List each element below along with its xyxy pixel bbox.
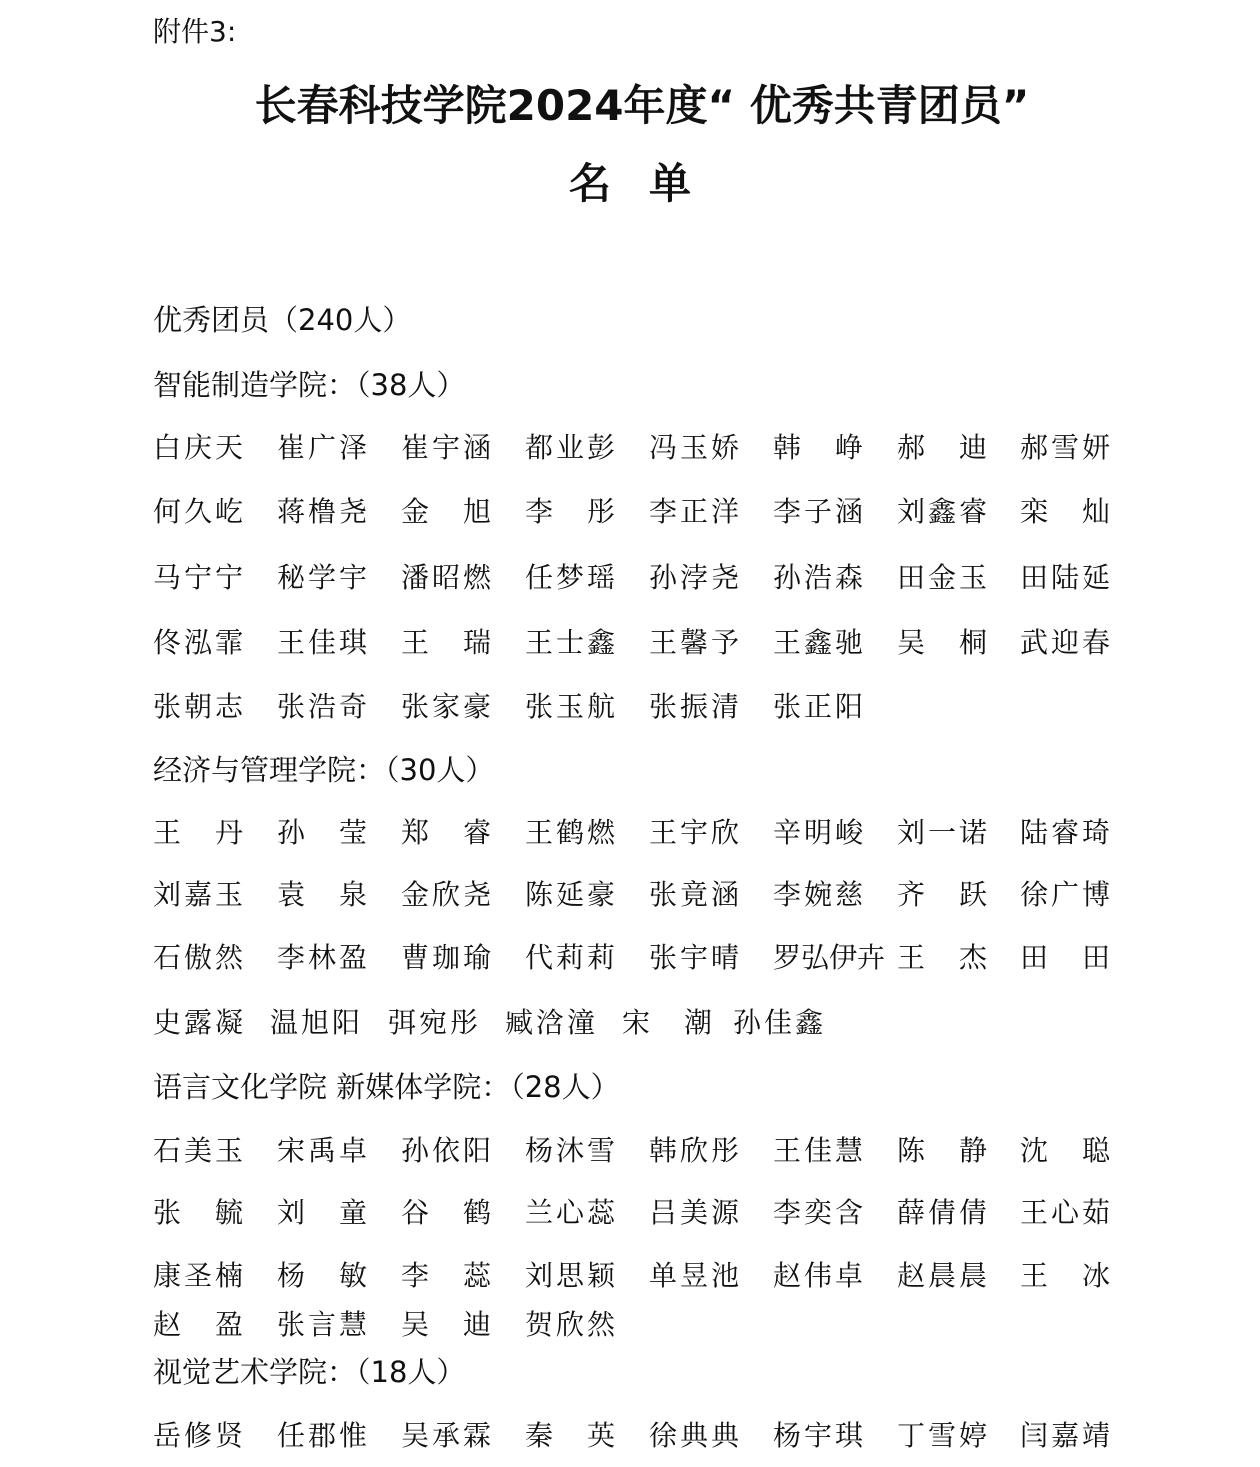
member-name: 薛倩倩 bbox=[897, 1196, 987, 1229]
member-name: 郝雪妍 bbox=[1020, 431, 1110, 464]
member-name: 崔宇涵 bbox=[401, 431, 491, 464]
member-name: 赵晨晨 bbox=[897, 1259, 987, 1292]
member-name: 秘学宇 bbox=[277, 561, 367, 594]
member-name: 宋禹卓 bbox=[277, 1134, 367, 1167]
member-name: 秦 英 bbox=[525, 1419, 615, 1452]
member-name: 王佳琪 bbox=[277, 626, 367, 659]
member-name: 李正洋 bbox=[649, 495, 739, 528]
member-name: 韩欣彤 bbox=[649, 1134, 739, 1167]
member-name: 张竟涵 bbox=[649, 878, 739, 911]
member-name: 郝 迪 bbox=[897, 431, 987, 464]
member-name: 石美玉 bbox=[153, 1134, 243, 1167]
member-name: 臧浛潼 bbox=[505, 1006, 595, 1039]
member-name: 金欣尧 bbox=[401, 878, 491, 911]
document-subtitle: 名单 bbox=[568, 159, 729, 208]
section-heading: 语言文化学院 新媒体学院：（28人） bbox=[153, 1070, 620, 1104]
member-name: 曹珈瑜 bbox=[401, 941, 491, 974]
member-name: 孙依阳 bbox=[401, 1134, 491, 1167]
member-name: 代莉莉 bbox=[525, 941, 615, 974]
member-name: 刘鑫睿 bbox=[897, 495, 987, 528]
member-name: 张 毓 bbox=[153, 1196, 243, 1229]
document-title: 长春科技学院2024年度“ 优秀共青团员” bbox=[254, 81, 1030, 130]
member-name: 杨沐雪 bbox=[525, 1134, 615, 1167]
member-name: 王鑫驰 bbox=[773, 626, 863, 659]
member-name: 武迎春 bbox=[1020, 626, 1110, 659]
member-name: 冯玉娇 bbox=[649, 431, 739, 464]
member-name: 李 彤 bbox=[525, 495, 615, 528]
member-name: 孙 莹 bbox=[277, 816, 367, 849]
member-name: 蒋橹尧 bbox=[277, 495, 367, 528]
member-name: 宋 潮 bbox=[622, 1006, 712, 1039]
member-name: 弭宛彤 bbox=[388, 1006, 478, 1039]
member-name: 张振清 bbox=[649, 690, 739, 723]
member-name: 王 冰 bbox=[1020, 1259, 1110, 1292]
member-name: 温旭阳 bbox=[270, 1006, 360, 1039]
member-name: 陈 静 bbox=[897, 1134, 987, 1167]
member-name: 孙浡尧 bbox=[649, 561, 739, 594]
member-name: 何久屹 bbox=[153, 495, 243, 528]
member-name: 任郡惟 bbox=[277, 1419, 367, 1452]
attachment-label: 附件3: bbox=[153, 15, 237, 48]
member-name: 齐 跃 bbox=[897, 878, 987, 911]
member-name: 任梦瑶 bbox=[525, 561, 615, 594]
member-name: 徐典典 bbox=[649, 1419, 739, 1452]
member-name: 史露凝 bbox=[153, 1006, 243, 1039]
member-name: 李 蕊 bbox=[401, 1259, 491, 1292]
section-heading: 视觉艺术学院：（18人） bbox=[153, 1355, 466, 1389]
member-name: 徐广博 bbox=[1020, 878, 1110, 911]
member-name: 金 旭 bbox=[401, 495, 491, 528]
member-name: 吴 桐 bbox=[897, 626, 987, 659]
member-name: 李林盈 bbox=[277, 941, 367, 974]
member-name: 李子涵 bbox=[773, 495, 863, 528]
member-name: 郑 睿 bbox=[401, 816, 491, 849]
member-name: 张家豪 bbox=[401, 690, 491, 723]
member-name: 田金玉 bbox=[897, 561, 987, 594]
member-name: 陈延豪 bbox=[525, 878, 615, 911]
member-name: 贺欣然 bbox=[525, 1308, 615, 1341]
member-name: 陆睿琦 bbox=[1020, 816, 1110, 849]
member-name: 王心茹 bbox=[1020, 1196, 1110, 1229]
member-name: 刘嘉玉 bbox=[153, 878, 243, 911]
member-name: 王佳慧 bbox=[773, 1134, 863, 1167]
member-name: 王宇欣 bbox=[649, 816, 739, 849]
member-name: 张朝志 bbox=[153, 690, 243, 723]
member-name: 潘昭燃 bbox=[401, 561, 491, 594]
member-name: 杨宇琪 bbox=[773, 1419, 863, 1452]
member-name: 辛明峻 bbox=[773, 816, 863, 849]
member-name: 杨 敏 bbox=[277, 1259, 367, 1292]
member-name: 石傲然 bbox=[153, 941, 243, 974]
member-name: 田陆延 bbox=[1020, 561, 1110, 594]
member-name: 吕美源 bbox=[649, 1196, 739, 1229]
member-name: 佟泓霏 bbox=[153, 626, 243, 659]
member-name: 王馨予 bbox=[649, 626, 739, 659]
member-name: 王 杰 bbox=[897, 941, 987, 974]
member-name: 孙浩森 bbox=[773, 561, 863, 594]
member-name: 田 田 bbox=[1020, 941, 1110, 974]
section-heading: 优秀团员（240人） bbox=[153, 303, 412, 337]
member-name: 刘一诺 bbox=[897, 816, 987, 849]
member-name: 赵 盈 bbox=[153, 1308, 243, 1341]
section-heading: 经济与管理学院：（30人） bbox=[153, 753, 495, 787]
member-name: 马宁宁 bbox=[153, 561, 243, 594]
member-name: 张言慧 bbox=[277, 1308, 367, 1341]
member-name: 韩 峥 bbox=[773, 431, 863, 464]
member-name: 张浩奇 bbox=[277, 690, 367, 723]
member-name: 张玉航 bbox=[525, 690, 615, 723]
member-name: 袁 泉 bbox=[277, 878, 367, 911]
member-name: 李婉慈 bbox=[773, 878, 863, 911]
member-name: 王 丹 bbox=[153, 816, 243, 849]
member-name: 谷 鹤 bbox=[401, 1196, 491, 1229]
member-name: 张正阳 bbox=[773, 690, 863, 723]
member-name: 王鹤燃 bbox=[525, 816, 615, 849]
member-name: 吴 迪 bbox=[401, 1308, 491, 1341]
member-name: 沈 聪 bbox=[1020, 1134, 1110, 1167]
member-name: 刘思颖 bbox=[525, 1259, 615, 1292]
member-name: 王 瑞 bbox=[401, 626, 491, 659]
member-name: 吴承霖 bbox=[401, 1419, 491, 1452]
member-name: 康圣楠 bbox=[153, 1259, 243, 1292]
member-name: 白庆天 bbox=[153, 431, 243, 464]
member-name: 孙佳鑫 bbox=[733, 1006, 823, 1039]
member-name: 单昱池 bbox=[649, 1259, 739, 1292]
member-name: 都业彭 bbox=[525, 431, 615, 464]
member-name: 栾 灿 bbox=[1020, 495, 1110, 528]
member-name: 罗弘伊卉 bbox=[773, 941, 886, 974]
member-name: 张宇晴 bbox=[649, 941, 739, 974]
member-name: 兰心蕊 bbox=[525, 1196, 615, 1229]
section-heading: 智能制造学院：（38人） bbox=[153, 368, 466, 402]
member-name: 刘 童 bbox=[277, 1196, 367, 1229]
member-name: 李奕含 bbox=[773, 1196, 863, 1229]
member-name: 闫嘉靖 bbox=[1020, 1419, 1110, 1452]
member-name: 赵伟卓 bbox=[773, 1259, 863, 1292]
member-name: 丁雪婷 bbox=[897, 1419, 987, 1452]
member-name: 崔广泽 bbox=[277, 431, 367, 464]
member-name: 岳修贤 bbox=[153, 1419, 243, 1452]
member-name: 王士鑫 bbox=[525, 626, 615, 659]
